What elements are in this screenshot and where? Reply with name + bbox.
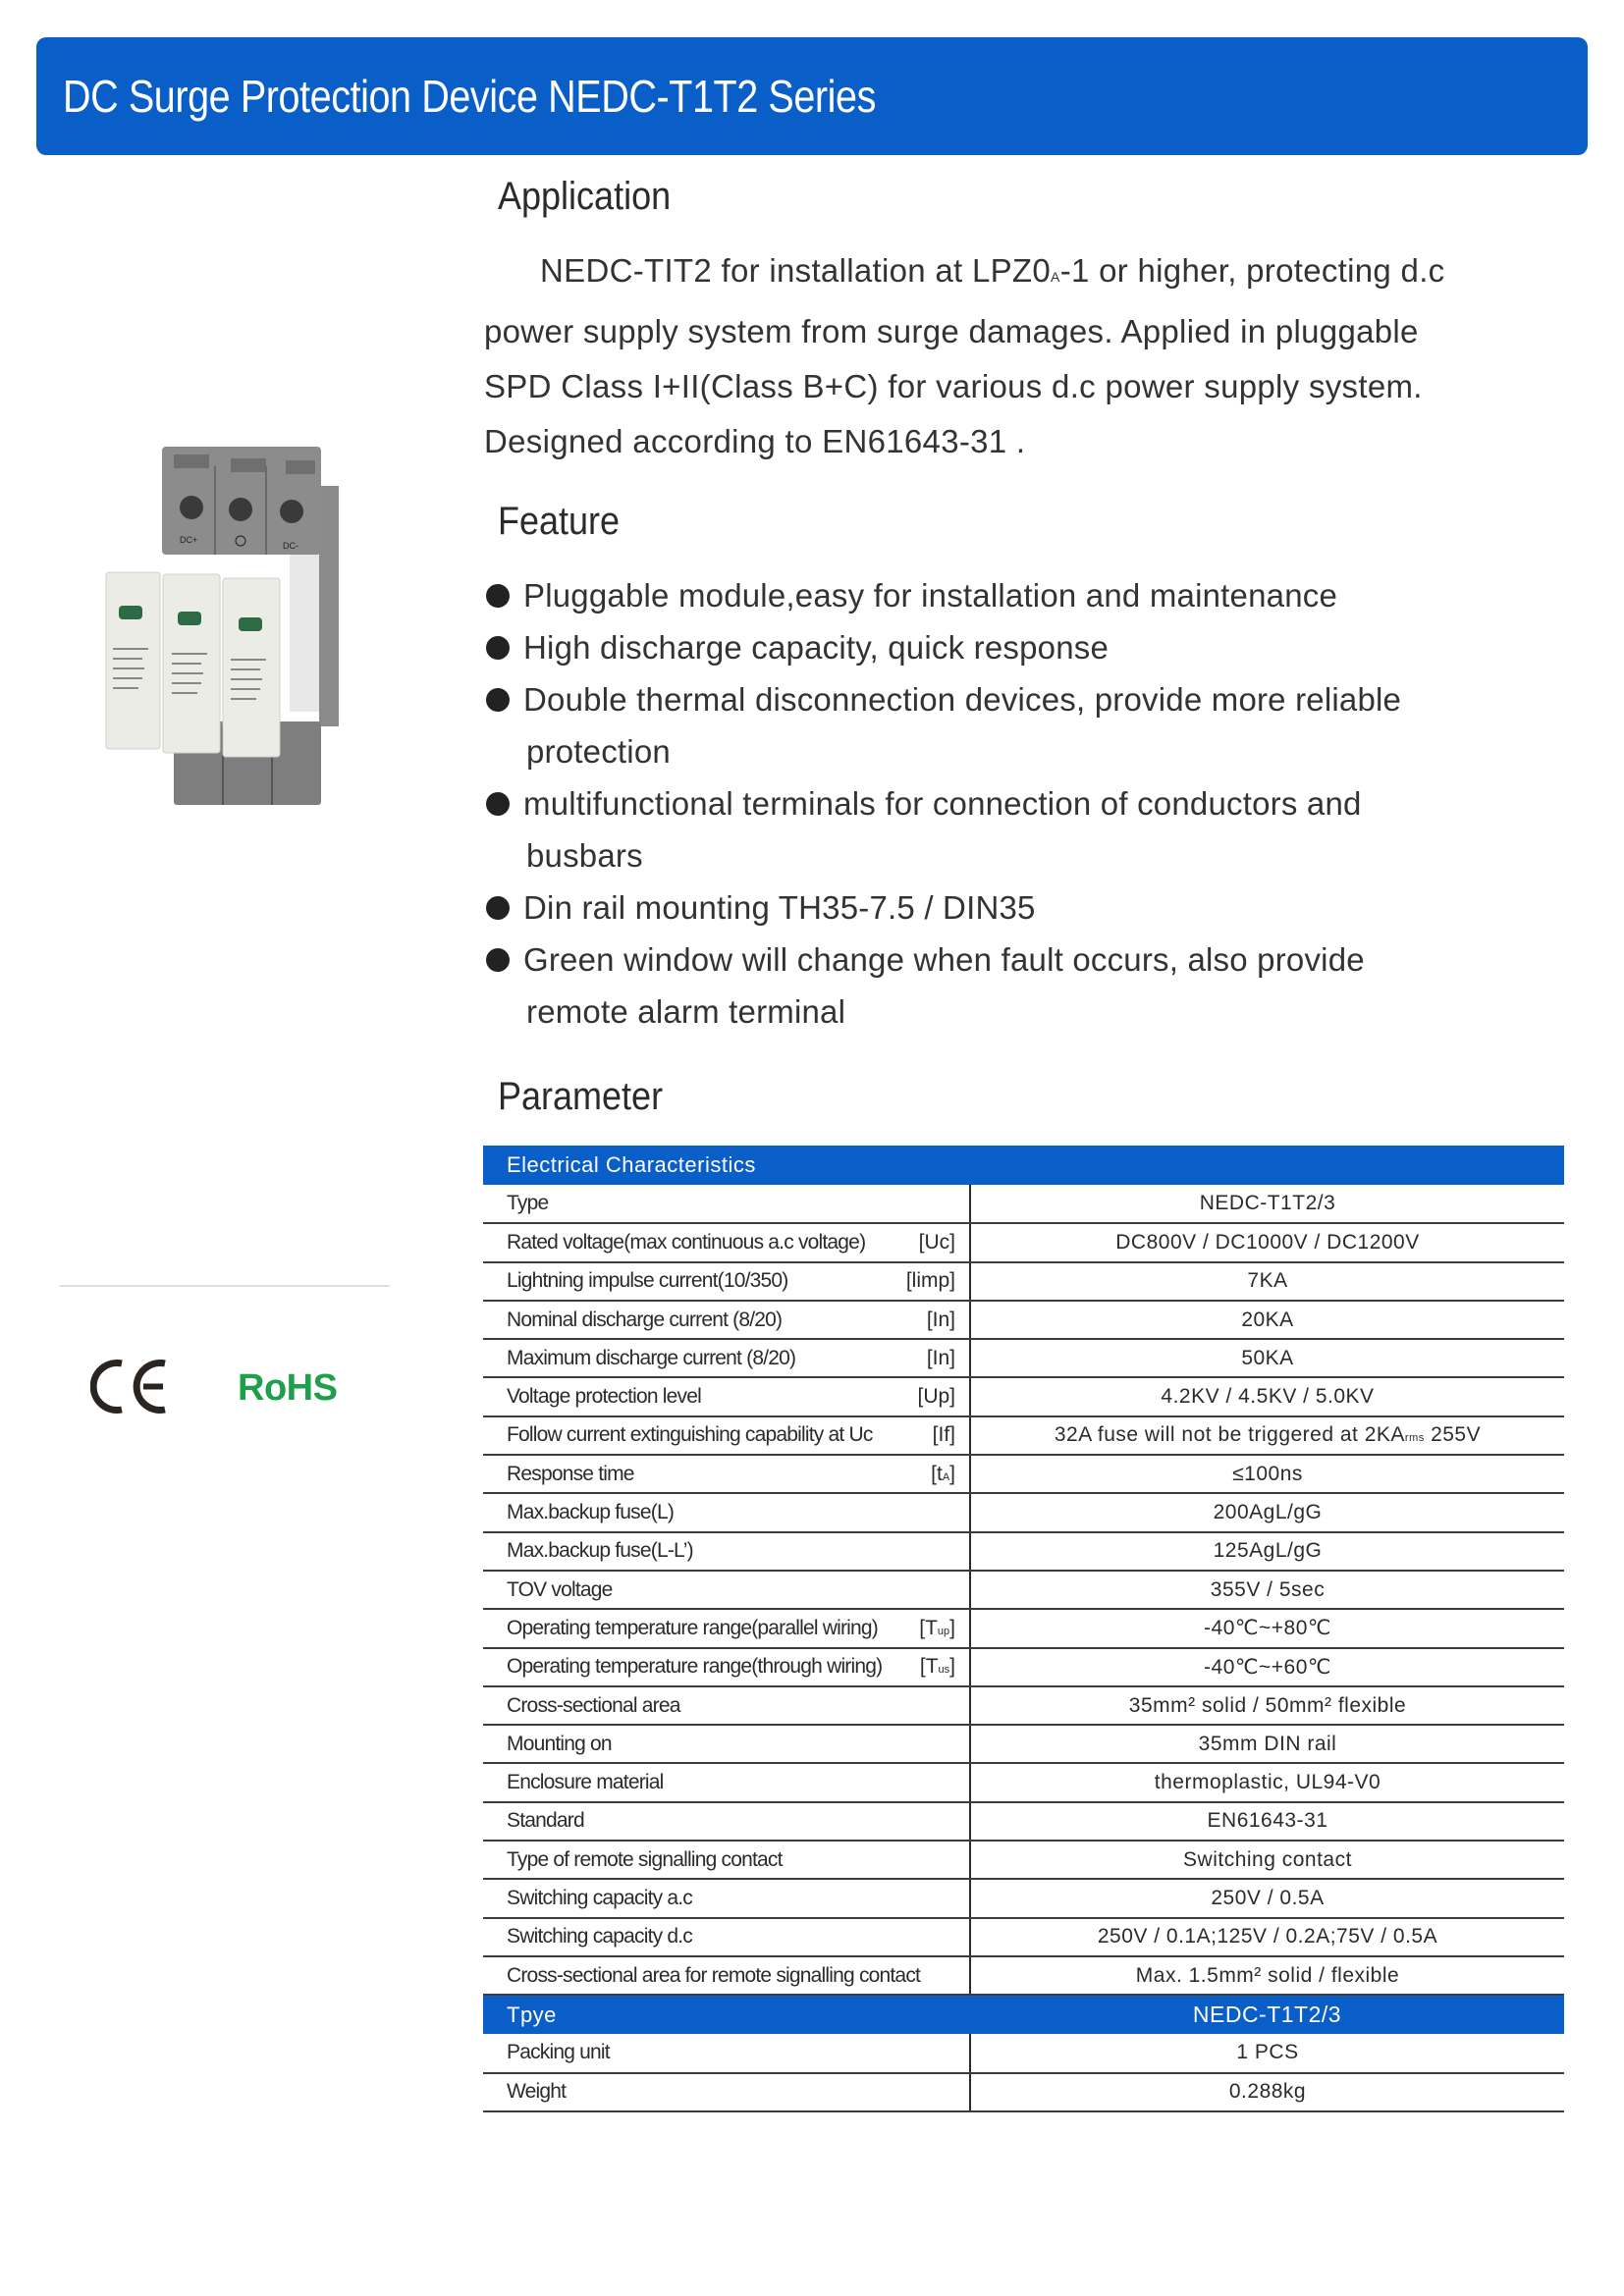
table-row <box>483 2034 1564 2072</box>
table-row <box>483 1262 1564 1301</box>
param-label: Weight <box>483 2073 970 2111</box>
param-value: 250V / 0.1A;125V / 0.2A;75V / 0.5A <box>970 1918 1564 1956</box>
table-row <box>483 1301 1564 1339</box>
bullet-icon <box>486 636 510 660</box>
param-value: 125AgL/gG <box>970 1532 1564 1571</box>
bullet-icon <box>486 688 510 712</box>
application-text <box>484 243 1564 469</box>
feature-item: High discharge capacity, quick response <box>484 621 1564 673</box>
application-heading: Application <box>498 175 672 218</box>
svg-text:DC+: DC+ <box>180 535 198 545</box>
table-row <box>483 1918 1564 1956</box>
divider <box>60 1285 390 1287</box>
product-image <box>93 447 358 805</box>
param-value: 32A fuse will not be triggered at 2KArms 255V <box>970 1416 1564 1455</box>
feature-item: Pluggable module,easy for installation and maintenance <box>484 569 1564 621</box>
section-type-value: NEDC-T1T2/3 <box>1192 2002 1342 2028</box>
table-row <box>483 1763 1564 1801</box>
param-label: Packing unit <box>483 2034 970 2072</box>
param-value: 200AgL/gG <box>970 1493 1564 1531</box>
table-row <box>483 1802 1564 1841</box>
param-label: Standard <box>483 1802 970 1841</box>
unit-symbol: [Tup] <box>919 1616 955 1639</box>
table-row <box>483 1879 1564 1917</box>
feature-item: Green window will change when fault occurs, also provide remote alarm terminal <box>484 934 1564 1038</box>
param-label: Response time [tA] <box>483 1455 970 1493</box>
unit-symbol: [tA] <box>931 1462 955 1485</box>
param-label: Switching capacity d.c <box>483 1918 970 1956</box>
unit-symbol: [limp] <box>905 1269 955 1293</box>
table-row <box>483 1185 1564 1223</box>
param-value: EN61643-31 <box>970 1802 1564 1841</box>
feature-heading: Feature <box>498 500 621 543</box>
param-label: Max.backup fuse(L) <box>483 1493 970 1531</box>
feature-list <box>484 569 1564 1038</box>
application-line-1: NEDC-TIT2 for installation at LPZ0A-1 or higher, protecting d.c <box>540 252 1445 289</box>
table-row <box>483 1648 1564 1686</box>
application-line-3: SPD Class I+II(Class B+C) for various d.c power supply system. <box>484 368 1423 404</box>
param-label: Type of remote signalling contact <box>483 1841 970 1879</box>
table-row <box>483 1223 1564 1261</box>
param-label: Max.backup fuse(L-L’) <box>483 1532 970 1571</box>
param-label: Nominal discharge current (8/20) [In] <box>483 1301 970 1339</box>
param-value: 4.2KV / 4.5KV / 5.0KV <box>970 1377 1564 1415</box>
param-value: 35mm² solid / 50mm² flexible <box>970 1686 1564 1725</box>
table-row <box>483 1493 1564 1531</box>
param-label: Cross-sectional area for remote signalling contact <box>483 1956 970 1995</box>
param-value: -40℃~+60℃ <box>970 1648 1564 1686</box>
param-value: 20KA <box>970 1301 1564 1339</box>
param-value: NEDC-T1T2/3 <box>970 1185 1564 1223</box>
table-row <box>483 1686 1564 1725</box>
param-label: TOV voltage <box>483 1571 970 1609</box>
application-line-2: power supply system from surge damages. Applied in pluggable <box>484 313 1419 349</box>
table-row <box>483 1455 1564 1493</box>
unit-symbol: [Tus] <box>919 1655 955 1679</box>
table-row <box>483 1841 1564 1879</box>
param-value: -40℃~+80℃ <box>970 1609 1564 1647</box>
param-label: Operating temperature range(through wiring) [Tus] <box>483 1648 970 1686</box>
unit-symbol: [In] <box>926 1346 955 1369</box>
unit-symbol: [Uc] <box>918 1230 955 1254</box>
param-label: Maximum discharge current (8/20) [In] <box>483 1339 970 1377</box>
param-label: Voltage protection level [Up] <box>483 1377 970 1415</box>
param-label: Operating temperature range(parallel wiring) [Tup] <box>483 1609 970 1647</box>
param-value: ≤100ns <box>970 1455 1564 1493</box>
table-row <box>483 1532 1564 1571</box>
param-label: Rated voltage(max continuous a.c voltage) [Uc] <box>483 1223 970 1261</box>
param-value: 355V / 5sec <box>970 1571 1564 1609</box>
page-title: DC Surge Protection Device NEDC-T1T2 Series <box>63 71 876 122</box>
bullet-icon <box>486 584 510 608</box>
param-value: Max. 1.5mm² solid / flexible <box>970 1956 1564 1995</box>
parameter-heading: Parameter <box>498 1075 664 1118</box>
param-value: 1 PCS <box>970 2034 1564 2072</box>
parameter-table <box>483 1146 1564 2112</box>
feature-item: multifunctional terminals for connection of conductors and busbars <box>484 777 1564 881</box>
svg-text:DC-: DC- <box>283 541 298 551</box>
param-label: Switching capacity a.c <box>483 1879 970 1917</box>
unit-symbol: [Up] <box>917 1385 955 1409</box>
bullet-icon <box>486 896 510 920</box>
param-value: 35mm DIN rail <box>970 1725 1564 1763</box>
param-label: Enclosure material <box>483 1763 970 1801</box>
rohs-mark: RoHS <box>238 1367 338 1409</box>
ce-mark-icon <box>90 1360 169 1414</box>
table-row <box>483 1571 1564 1609</box>
feature-item: Din rail mounting TH35-7.5 / DIN35 <box>484 881 1564 934</box>
param-label: Follow current extinguishing capability at Uc [If] <box>483 1416 970 1455</box>
bullet-icon <box>486 948 510 972</box>
param-value: 250V / 0.5A <box>970 1879 1564 1917</box>
feature-item: Double thermal disconnection devices, provide more reliable protection <box>484 673 1564 777</box>
unit-symbol: [If] <box>932 1423 955 1447</box>
param-value: 50KA <box>970 1339 1564 1377</box>
application-line-4: Designed according to EN61643-31 . <box>484 423 1026 459</box>
table-section-header-type <box>483 1995 1564 2034</box>
param-label: Mounting on <box>483 1725 970 1763</box>
param-value: 7KA <box>970 1262 1564 1301</box>
param-label: Type <box>483 1185 970 1223</box>
table-row <box>483 1609 1564 1647</box>
section-type-label: Tpye <box>507 2002 557 2027</box>
param-value: DC800V / DC1000V / DC1200V <box>970 1223 1564 1261</box>
section-title: Electrical Characteristics <box>507 1152 756 1177</box>
param-value: thermoplastic, UL94-V0 <box>970 1763 1564 1801</box>
table-row <box>483 1725 1564 1763</box>
param-label: Lightning impulse current(10/350) [limp] <box>483 1262 970 1301</box>
table-row <box>483 1416 1564 1455</box>
table-row <box>483 1956 1564 1995</box>
unit-symbol: [In] <box>926 1308 955 1331</box>
param-value: 0.288kg <box>970 2073 1564 2111</box>
param-label: Cross-sectional area <box>483 1686 970 1725</box>
param-value: Switching contact <box>970 1841 1564 1879</box>
title-banner <box>36 37 1588 155</box>
table-row <box>483 1339 1564 1377</box>
table-row <box>483 1377 1564 1415</box>
table-row <box>483 2073 1564 2111</box>
bullet-icon <box>486 792 510 816</box>
table-section-header <box>483 1146 1564 1185</box>
